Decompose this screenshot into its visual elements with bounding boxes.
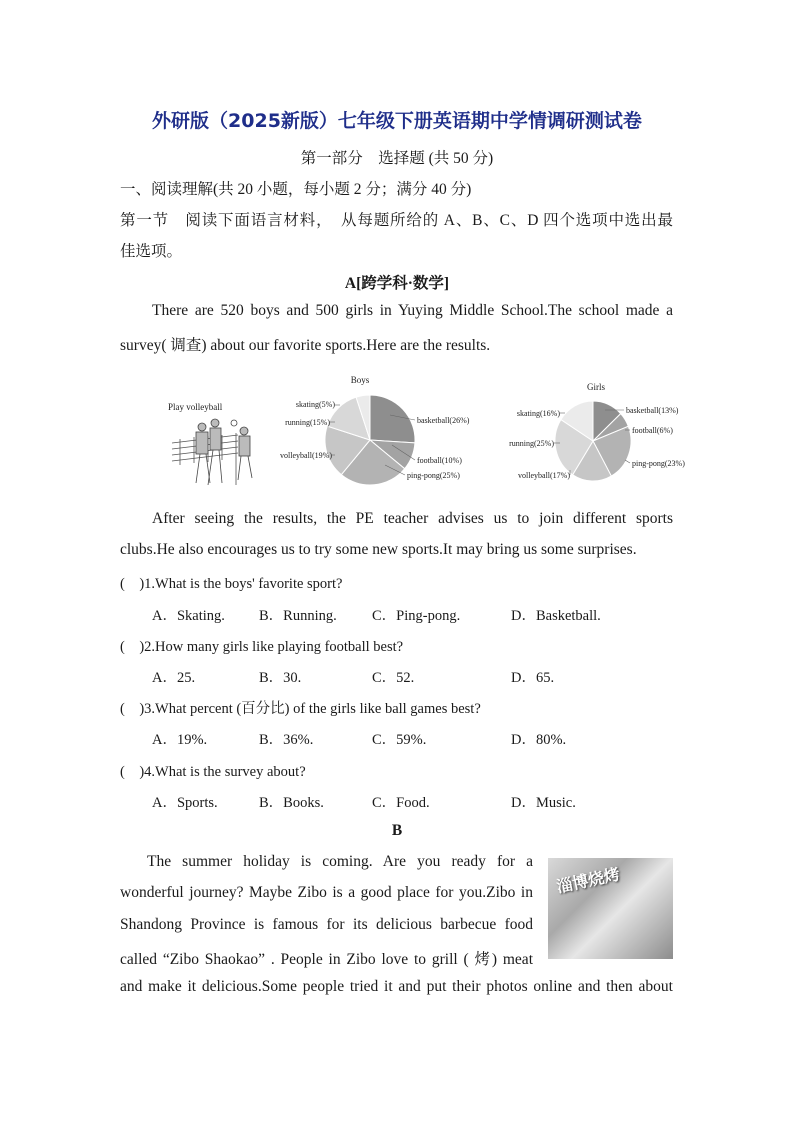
girls-label-skating: skating(16%) <box>516 409 560 418</box>
passage-a-line-1: There are 520 boys and 500 girls in Yuying Middle School.The school made a <box>152 302 673 319</box>
passage-a-line-2: survey( 调查) about our favorite sports.Here are the results. <box>120 337 491 354</box>
question-2-stem: ( )2.How many girls like playing football best? <box>120 639 404 655</box>
question-3-stem: ( )3.What percent (百分比) of the girls like ball games best? <box>120 701 481 717</box>
passage-a-heading: A[跨学科·数学] <box>344 275 450 292</box>
question-2-option-c[interactable]: C．52. <box>372 670 415 686</box>
girls-chart-title: Girls <box>587 382 605 392</box>
question-4-option-c[interactable]: C．Food. <box>372 795 430 811</box>
boys-label-basketball: basketball(26%) <box>417 416 470 425</box>
passage-b-line-3: Shandong Province is famous for its delicious barbecue food <box>120 916 533 933</box>
question-3-option-b[interactable]: B．36%. <box>259 732 314 748</box>
question-4-option-b[interactable]: B．Books. <box>259 795 324 811</box>
question-3-option-a[interactable]: A．19%. <box>152 732 208 748</box>
girls-label-volleyball: volleyball(17%) <box>518 471 570 480</box>
passage-a-line-4: clubs.He also encourages us to try some new sports.It may bring us some surprises. <box>120 541 637 558</box>
question-1-stem: ( )1.What is the boys' favorite sport? <box>120 576 343 592</box>
boys-label-football: football(10%) <box>417 456 462 465</box>
boys-chart-title: Boys <box>350 375 370 385</box>
volleyball-illustration <box>168 402 252 485</box>
passage-b-line-1: The summer holiday is coming. Are you ready for a <box>147 853 533 870</box>
girls-label-pingpong: ping-pong(23%) <box>632 459 685 468</box>
question-1-option-b[interactable]: B．Running. <box>259 608 337 624</box>
question-3-option-d[interactable]: D．80%. <box>511 732 567 748</box>
boys-chart <box>280 375 470 485</box>
survey-figure <box>160 365 700 500</box>
question-2-option-b[interactable]: B．30. <box>259 670 302 686</box>
question-3-option-c[interactable]: C．59%. <box>372 732 427 748</box>
question-4-option-a[interactable]: A．Sports. <box>152 795 218 811</box>
question-1-option-a[interactable]: A．Skating. <box>152 608 225 624</box>
passage-b-heading: B <box>391 822 403 839</box>
zibo-barbecue-photo <box>548 858 673 959</box>
instructions-line-2: 佳选项。 <box>120 243 183 260</box>
passage-b-line-2: wonderful journey? Maybe Zibo is a good place for you.Zibo in <box>120 884 533 901</box>
image-label: Play volleyball <box>168 402 223 412</box>
boys-label-volleyball: volleyball(19%) <box>280 451 332 460</box>
question-4-option-d[interactable]: D．Music. <box>511 795 576 811</box>
question-1-option-c[interactable]: C．Ping-pong. <box>372 608 461 624</box>
question-1-option-d[interactable]: D．Basketball. <box>511 608 601 624</box>
page-title: 外研版（2025新版）七年级下册英语期中学情调研测试卷 <box>152 110 642 132</box>
boys-label-skating: skating(5%) <box>295 400 335 409</box>
girls-chart <box>509 382 685 481</box>
girls-pie <box>555 401 631 481</box>
girls-label-running: running(25%) <box>509 439 554 448</box>
passage-a-line-3: After seeing the results, the PE teacher advises us to join different sports <box>152 510 673 527</box>
section-heading: 一、阅读理解(共 20 小题，每小题 2 分；满分 40 分) <box>120 181 472 198</box>
part-title: 第一部分 选择题 (共 50 分) <box>300 150 494 167</box>
boys-pie <box>325 395 415 485</box>
question-4-stem: ( )4.What is the survey about? <box>120 764 306 780</box>
photo-caption: 淄博烧烤 <box>554 864 622 897</box>
boys-label-running: running(15%) <box>285 418 330 427</box>
question-2-option-d[interactable]: D．65. <box>511 670 555 686</box>
girls-label-football: football(6%) <box>632 426 673 435</box>
boys-label-pingpong: ping-pong(25%) <box>407 471 460 480</box>
passage-b-line-4: called “Zibo Shaokao” . People in Zibo love to grill ( 烤) meat <box>120 951 533 968</box>
passage-b-line-5: and make it delicious.Some people tried it and put their photos online and then about <box>120 978 673 995</box>
girls-label-basketball: basketball(13%) <box>626 406 679 415</box>
instructions-line-1: 第一节 阅读下面语言材料， 从每题所给的 A、B、C、D 四个选项中选出最 <box>120 212 673 229</box>
question-2-option-a[interactable]: A．25. <box>152 670 196 686</box>
